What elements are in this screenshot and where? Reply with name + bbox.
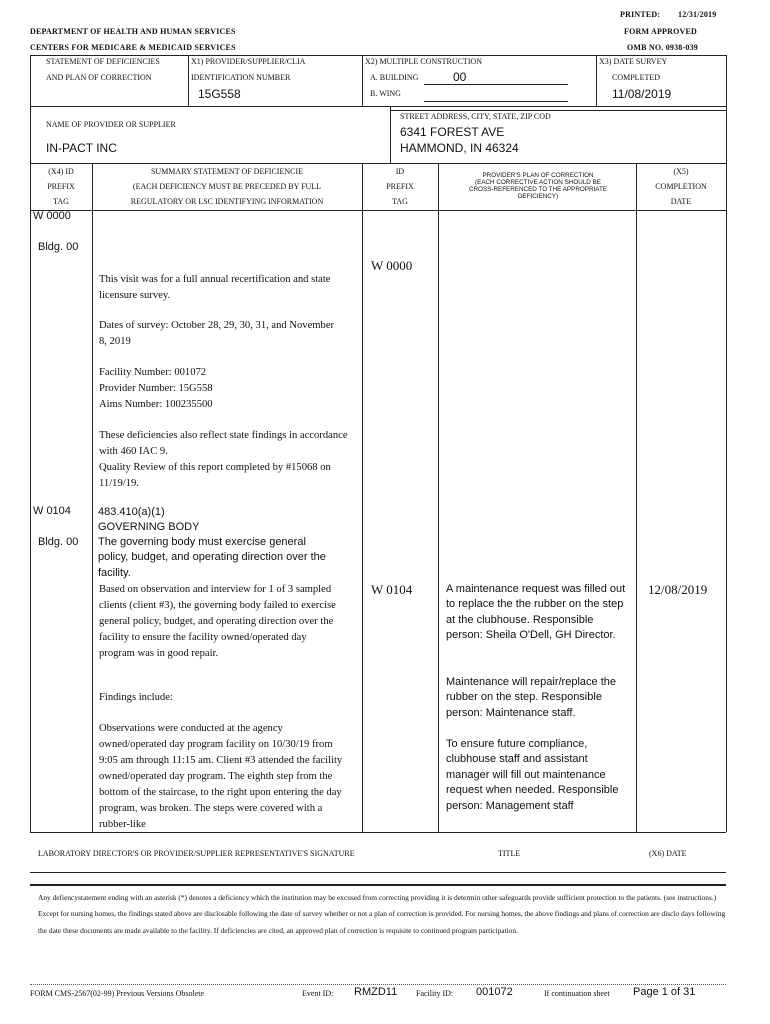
date-label: (X6) DATE — [649, 849, 687, 858]
visit-paragraph: This visit was for a full annual recertification and state licensure survey. — [99, 274, 331, 301]
address-line-1: 6341 FOREST AVE — [400, 125, 505, 139]
x4-header-2: PREFIX — [47, 182, 75, 191]
plan-header-1: PROVIDER'S PLAN OF CORRECTION — [482, 172, 594, 179]
aims-number: Aims Number: 100235500 — [99, 399, 213, 410]
address-line-2: HAMMOND, IN 46324 — [400, 141, 519, 155]
printed-label: PRINTED: — [620, 10, 661, 19]
x1-label: X1) PROVIDER/SUPPLIER/CLIA — [191, 57, 306, 66]
form-number: FORM CMS-2567(02-99) Previous Versions Obsolete — [30, 989, 205, 998]
w0000-right-tag: W 0000 — [371, 258, 413, 273]
building-value: 00 — [453, 70, 467, 84]
w0104-tag: W 0104 — [33, 505, 71, 517]
building-label: A. BUILDING — [370, 73, 419, 82]
department-name: DEPARTMENT OF HEALTH AND HUMAN SERVICES — [30, 27, 236, 36]
title-label: TITLE — [498, 849, 521, 858]
observation-paragraph: Observations were conducted at the agency owned/operated day program facility on 10/30/19 from 9:05 am through 11:15 am. Client #3 attended the facility owned/operated day program. The eighth step from the bottom of the staircase, to the right upon entering the day program, was broken. The steps were covered with a rubber-like — [99, 723, 343, 830]
event-id-value: RMZD11 — [354, 986, 398, 998]
event-id-label: Event ID: — [302, 989, 334, 998]
w0000-tag: W 0000 — [33, 210, 71, 222]
facility-id-value: 001072 — [476, 986, 513, 998]
plan-header-4: DEFICIENCY) — [517, 193, 559, 200]
x5-header-3: DATE — [670, 197, 692, 206]
plan-header-2: (EACH CORRECTIVE ACTION SHOULD BE — [475, 179, 601, 186]
signature-label: LABORATORY DIRECTOR'S OR PROVIDER/SUPPLIER REPRESENTATIVE'S SIGNATURE — [38, 849, 355, 858]
regulation-code: 483.410(a)(1) — [98, 506, 165, 518]
centers-name: CENTERS FOR MEDICARE & MEDICAID SERVICES — [30, 43, 236, 52]
summary-header-1: SUMMARY STATEMENT OF DEFICIENCIE — [150, 167, 304, 176]
w0104-right-tag: W 0104 — [371, 582, 413, 597]
address-label: STREET ADDRESS, CITY, STATE, ZIP COD — [400, 112, 551, 121]
plan-paragraph-3: To ensure future compliance, clubhouse staff and assistant manager will fill out maintenance request when needed. Responsible person: Management staff — [446, 738, 619, 812]
plan-paragraph-2: Maintenance will repair/replace the rubber on the step. Responsible person: Maintenance staff. — [446, 676, 616, 719]
regulation-title: GOVERNING BODY — [98, 521, 200, 533]
x3-label: X3) DATE SURVEY — [599, 57, 668, 66]
id-header-2: PREFIX — [386, 182, 414, 191]
completion-date: 12/08/2019 — [648, 582, 708, 597]
provider-id-value: 15G558 — [198, 87, 241, 101]
finding-paragraph: Based on observation and interview for 1 of 3 sampled clients (client #3), the governing body failed to exercise general policy, budget, and operating direction over the facility to ensure the facility owned/operated day program was in good repair. — [99, 584, 336, 659]
wing-label: B. WING — [370, 89, 401, 98]
x4-header-3: TAG — [53, 197, 69, 206]
quality-review-paragraph: Quality Review of this report completed by #15068 on 11/19/19. — [99, 462, 331, 489]
summary-header-3: REGULATORY OR LSC IDENTIFYING INFORMATION — [130, 197, 324, 206]
provider-name-value: IN-PACT INC — [46, 141, 117, 155]
x3-label-2: COMPLETED — [612, 73, 660, 82]
regulation-text: The governing body must exercise general policy, budget, and operating direction over the facility. — [98, 536, 326, 579]
statement-label-1: STATEMENT OF DEFICIENCIES — [46, 57, 160, 66]
footnote-text: Any defiencystatement ending with an asterisk (*) denotes a deficiency which the institution may be excused from correcting providing it is determin other safeguards provide sufficient protection to the patients. (see instructions.) Except for nursing homes, the findings stated above are disclosable following the date of survey whether or not a plan of correction is provided. For nursing homes, the above findings and plans of correction are disclo days following the date these documents are made available to the facility. If deficiencies are cited, an approved plan of correction is requisite to continued program participation. — [38, 893, 726, 935]
state-findings-paragraph: These deficiencies also reflect state findings in accordance with 460 IAC 9. — [99, 430, 348, 457]
provider-name-label: NAME OF PROVIDER OR SUPPLIER — [46, 120, 176, 129]
summary-header-2: (EACH DEFICIENCY MUST BE PRECEDED BY FULL — [132, 182, 322, 191]
provider-number: Provider Number: 15G558 — [99, 383, 213, 394]
continuation-label: If continuation sheet — [544, 989, 610, 998]
x5-header-2: COMPLETION — [655, 182, 707, 191]
findings-include: Findings include: — [99, 692, 173, 703]
facility-number: Facility Number: 001072 — [99, 367, 207, 378]
survey-date-value: 11/08/2019 — [612, 87, 672, 101]
form-approved: FORM APPROVED — [624, 27, 698, 36]
statement-label-2: AND PLAN OF CORRECTION — [46, 73, 152, 82]
facility-id-label: Facility ID: — [416, 989, 454, 998]
x5-header-1: (X5) — [673, 167, 689, 176]
id-header-3: TAG — [392, 197, 408, 206]
w0000-building: Bldg. 00 — [38, 241, 79, 253]
page-number: Page 1 of 31 — [633, 986, 696, 998]
plan-paragraph-1: A maintenance request was filled out to replace the the rubber on the step at the clubhouse. Responsible person: Sheila O'Dell, GH Director. — [446, 583, 626, 642]
omb-number: OMB NO. 0938-039 — [627, 43, 698, 52]
w0104-building: Bldg. 00 — [38, 536, 79, 548]
x1-label-2: IDENTIFICATION NUMBER — [191, 73, 291, 82]
id-header-1: ID — [395, 167, 405, 176]
printed-date: 12/31/2019 — [678, 10, 717, 19]
x4-header-1: (X4) ID — [48, 167, 74, 176]
x2-label: X2) MULTIPLE CONSTRUCTION — [365, 57, 483, 66]
survey-dates-paragraph: Dates of survey: October 28, 29, 30, 31, and November 8, 2019 — [99, 320, 335, 347]
plan-header-3: CROSS-REFERENCED TO THE APPROPRIATE — [468, 186, 608, 193]
